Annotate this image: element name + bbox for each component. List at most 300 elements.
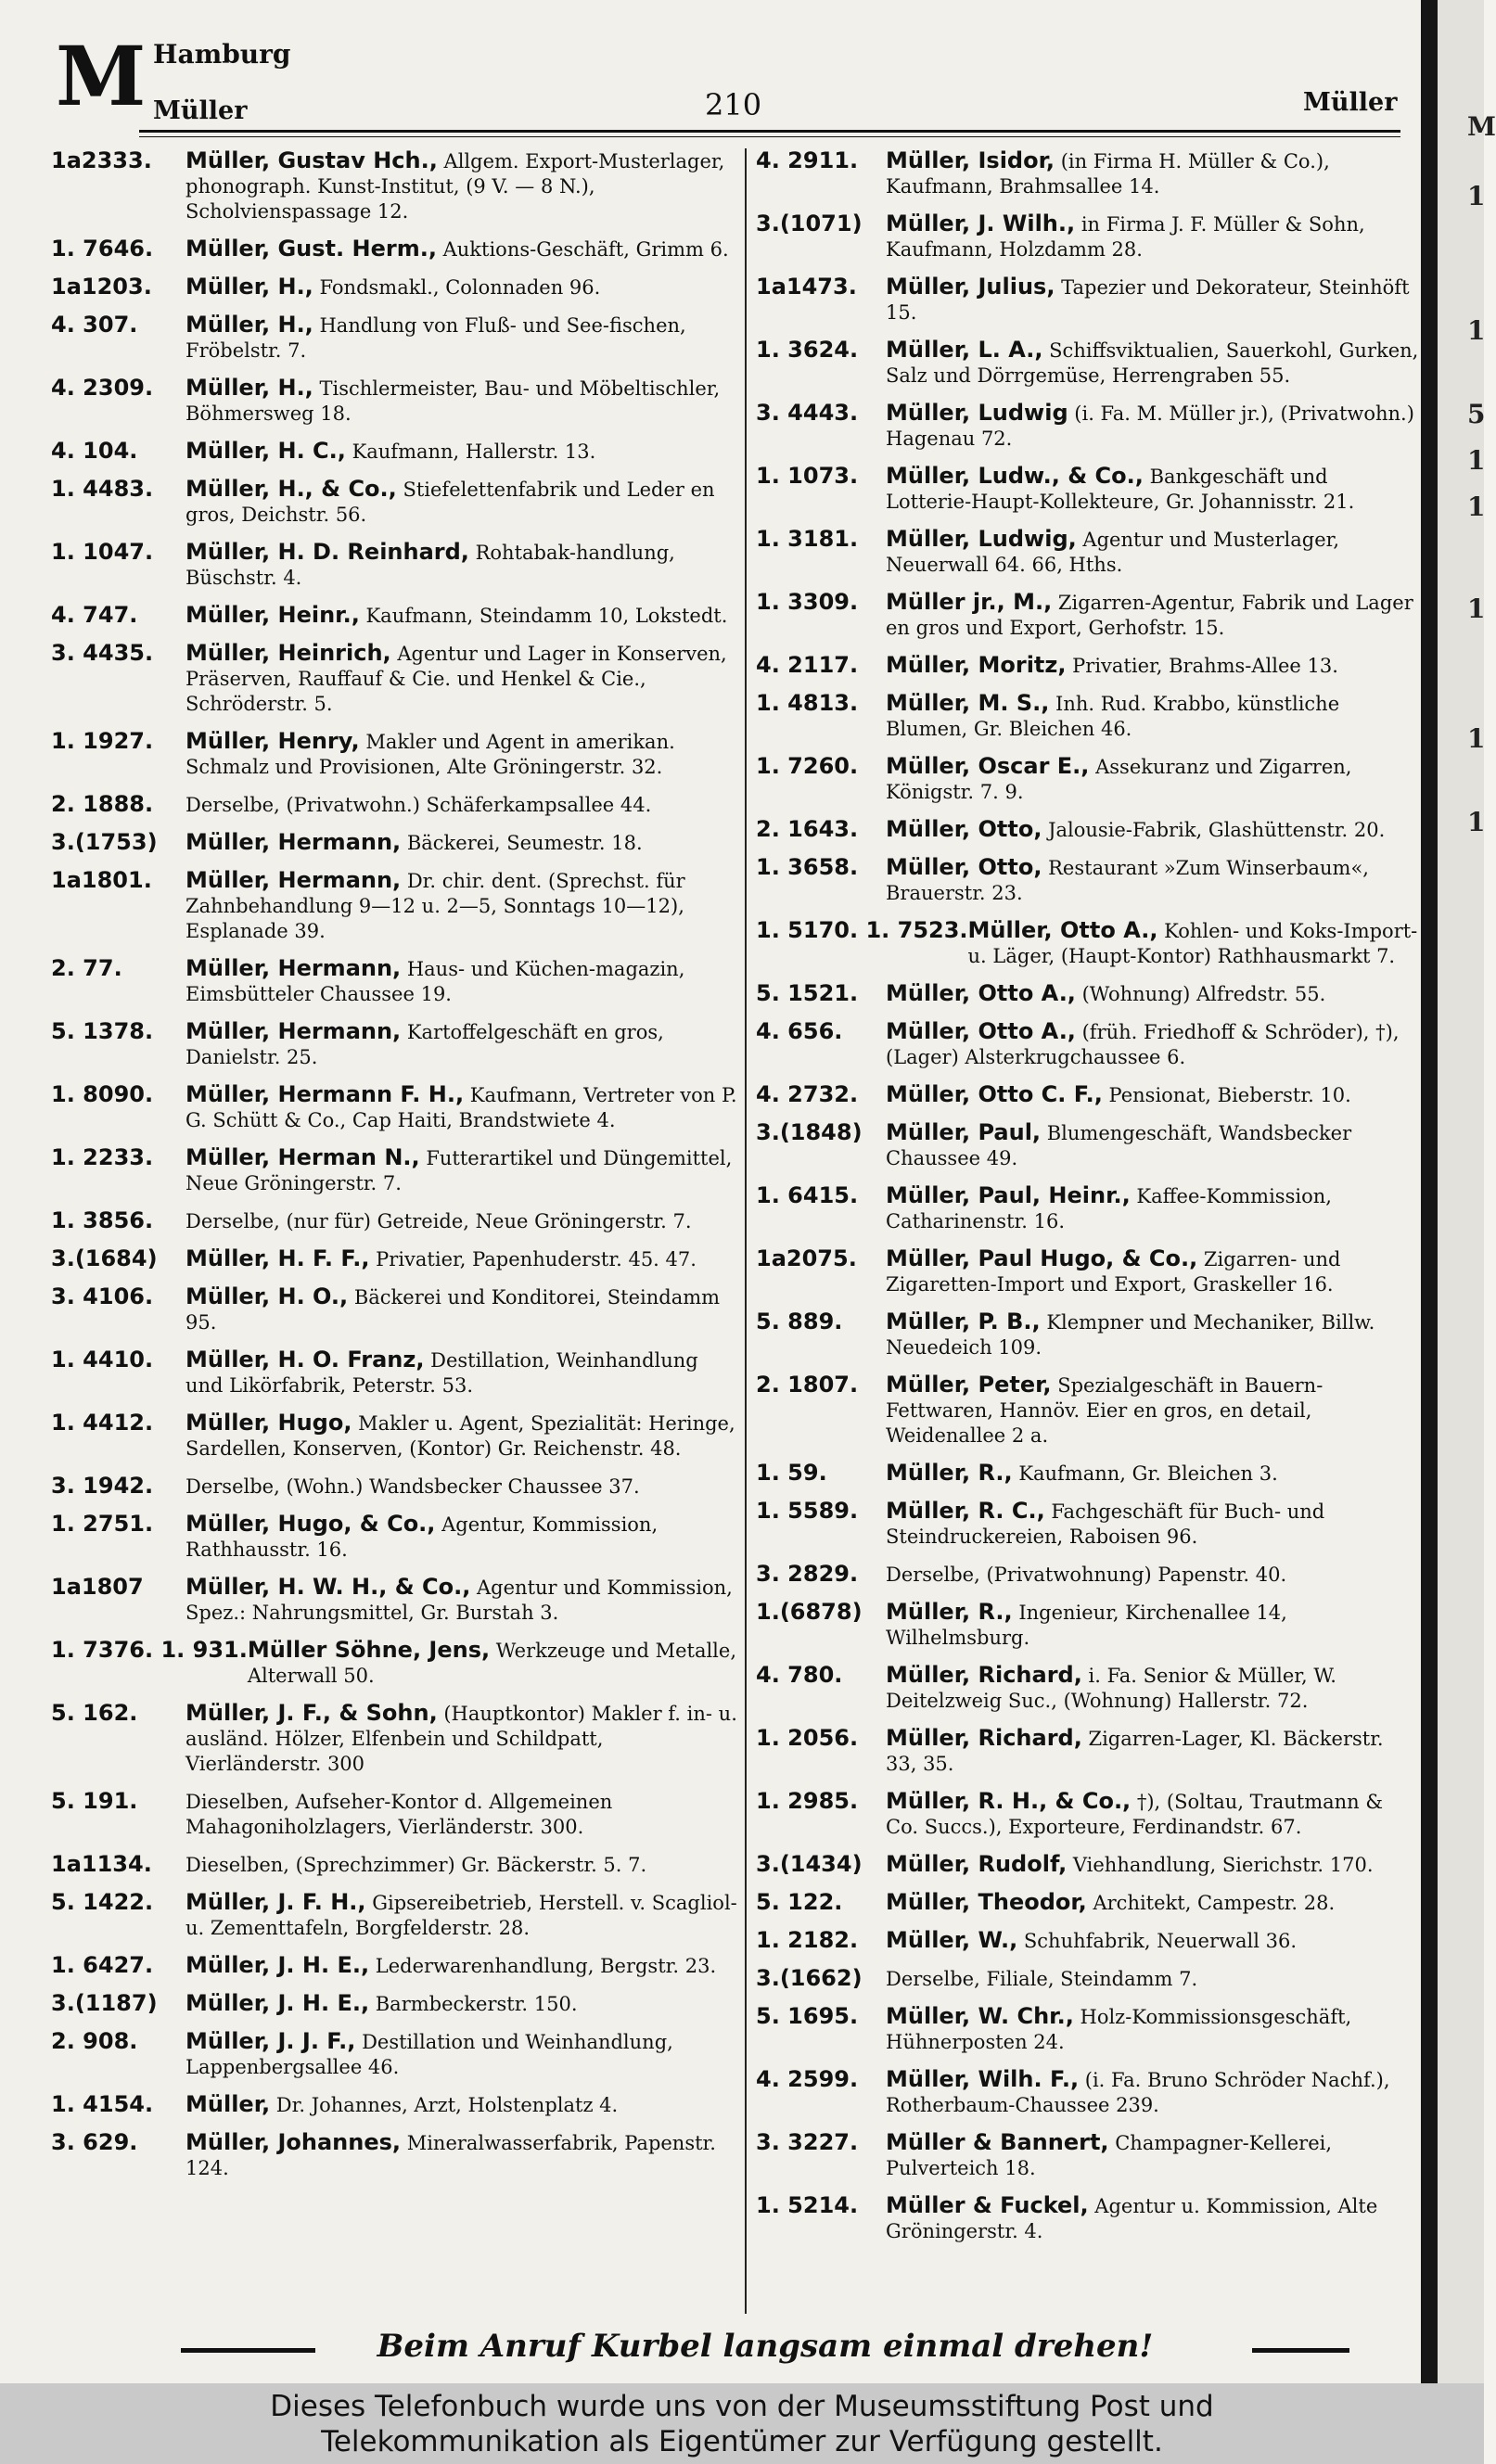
entry-details: (i. Fa. Bruno Schröder Nachf.), Rotherbaum-Chaussee 239. bbox=[886, 2069, 1390, 2116]
directory-entry bbox=[51, 830, 737, 856]
phone-number: 3.(1434) bbox=[756, 1851, 863, 1877]
phone-number: 1a2075. bbox=[756, 1245, 857, 1271]
phone-number: 1. 2233. bbox=[51, 1144, 154, 1170]
directory-entry bbox=[51, 148, 737, 224]
entry-details: Zigarren- und Zigaretten-Import und Export, Graskeller 16. bbox=[886, 1248, 1341, 1296]
phone-number: 3. 2829. bbox=[756, 1561, 859, 1587]
entry-text bbox=[886, 148, 1419, 199]
entry-name: Müller, Isidor, bbox=[886, 147, 1055, 173]
entry-details: Mineralwasserfabrik, Papenstr. 124. bbox=[185, 2132, 716, 2179]
entry-details: Rohtabak-handlung, Büschstr. 4. bbox=[185, 542, 675, 589]
phone-number: 3.(1848) bbox=[756, 1119, 863, 1145]
phone-number: 3. 629. bbox=[51, 2129, 138, 2155]
directory-entry bbox=[756, 1890, 1419, 1916]
entry-details: Champagner-Kellerei, Pulverteich 18. bbox=[886, 2132, 1333, 2179]
directory-entry bbox=[756, 1246, 1419, 1297]
entry-name: Müller, H., bbox=[185, 274, 313, 300]
entry-name: Müller, Richard, bbox=[886, 1662, 1082, 1688]
entry-details: Dieselben, Aufseher-Kontor d. Allgemeinen Mahagoniholzlagers, Vierländerstr. 300. bbox=[185, 1791, 613, 1838]
entry-name: Müller, Gust. Herm., bbox=[185, 236, 437, 262]
phone-number: 4. 780. bbox=[756, 1662, 843, 1688]
section-letter: M bbox=[56, 28, 147, 124]
directory-entry bbox=[756, 1562, 1419, 1588]
entry-name: Müller, L. A., bbox=[886, 337, 1043, 363]
entry-name: Müller, R., bbox=[886, 1460, 1013, 1486]
page-number: 210 bbox=[705, 87, 762, 122]
entry-text bbox=[185, 1411, 737, 1462]
entry-text bbox=[185, 956, 737, 1007]
entry-name: Müller, Paul, Heinr., bbox=[886, 1182, 1131, 1208]
entry-text bbox=[185, 1512, 737, 1563]
phone-number: 3. 4443. bbox=[756, 400, 859, 426]
directory-entry bbox=[756, 1461, 1419, 1487]
entry-name: Müller, J. H. E., bbox=[185, 1990, 370, 2016]
entry-name: Müller, Peter, bbox=[886, 1372, 1052, 1398]
entry-details: Viehhandlung, Sierichstr. 170. bbox=[1067, 1854, 1374, 1876]
entry-details: Derselbe, (Privatwohn.) Schäferkampsallee 44. bbox=[185, 794, 652, 816]
entry-text bbox=[886, 2004, 1419, 2055]
entry-text bbox=[185, 2130, 737, 2181]
entry-name: Müller, Ludwig bbox=[886, 400, 1068, 426]
directory-entry bbox=[51, 540, 737, 591]
entry-name: Müller, Otto, bbox=[886, 854, 1042, 880]
entry-details: Pensionat, Bieberstr. 10. bbox=[1102, 1084, 1351, 1106]
phone-number: 1. 6415. bbox=[756, 1182, 859, 1208]
entry-details: (Hauptkontor) Makler f. in- u. ausländ. Hölzer, Elfenbein und Schildpatt, Vierländerstr. 300 bbox=[185, 1703, 737, 1775]
entry-details: Lederwarenhandlung, Bergstr. 23. bbox=[369, 1955, 717, 1977]
entry-details: Dr. Johannes, Arzt, Holstenplatz 4. bbox=[270, 2094, 619, 2116]
entry-details: Tapezier und Dekorateur, Steinhöft 15. bbox=[886, 276, 1410, 324]
adjacent-page-char: 1 bbox=[1467, 723, 1486, 754]
entry-text bbox=[886, 1890, 1419, 1916]
entry-details: Kaufmann, Steindamm 10, Lokstedt. bbox=[359, 605, 728, 627]
entry-text bbox=[185, 1991, 737, 2017]
entry-details: Fachgeschäft für Buch- und Steindruckereien, Raboisen 96. bbox=[886, 1500, 1325, 1548]
entry-details: Agentur und Kommission, Spez.: Nahrungsmittel, Gr. Burstah 3. bbox=[185, 1577, 733, 1624]
footer-slogan: Beim Anruf Kurbel langsam einmal drehen! bbox=[377, 2328, 1154, 2365]
footer-rule-right bbox=[1252, 2348, 1349, 2353]
right-column bbox=[756, 148, 1419, 2256]
entry-name: Müller, Julius, bbox=[886, 274, 1055, 300]
entry-text bbox=[185, 236, 737, 262]
directory-entry bbox=[756, 148, 1419, 199]
header-rule-thin bbox=[139, 136, 1400, 137]
entry-details: Gipsereibetrieb, Herstell. v. Scagliol- u. Zementtafeln, Borgfelderstr. 28. bbox=[185, 1892, 737, 1939]
entry-details: Agentur u. Kommission, Alte Gröningerstr. 4. bbox=[886, 2195, 1378, 2242]
directory-entry bbox=[756, 464, 1419, 515]
entry-name: Müller, W., bbox=[886, 1927, 1018, 1953]
phone-number: 5. 889. bbox=[756, 1309, 843, 1334]
entry-name: Müller, Ludw., & Co., bbox=[886, 463, 1144, 489]
entry-name: Müller, H., bbox=[185, 312, 313, 338]
directory-entry bbox=[756, 1726, 1419, 1777]
notice-line-1: Dieses Telefonbuch wurde uns von der Museumsstiftung Post und bbox=[270, 2390, 1214, 2423]
notice-line-2: Telekommunikation als Eigentümer zur Verfügung gestellt. bbox=[321, 2425, 1163, 2458]
entry-details: i. Fa. Senior & Müller, W. Deitelzweig Suc., (Wohnung) Hallerstr. 72. bbox=[886, 1665, 1336, 1712]
phone-number: 1. 4412. bbox=[51, 1410, 154, 1436]
entry-name: Müller, Wilh. F., bbox=[886, 2066, 1080, 2092]
directory-entry bbox=[51, 956, 737, 1007]
phone-number: 3. 1942. bbox=[51, 1473, 154, 1499]
entry-text bbox=[886, 1082, 1419, 1108]
entry-details: Zigarren-Agentur, Fabrik und Lager en gros und Export, Gerhofstr. 15. bbox=[886, 592, 1413, 639]
phone-number: 1a1473. bbox=[756, 274, 857, 300]
phone-number: 5. 1422. bbox=[51, 1889, 154, 1915]
directory-entry bbox=[51, 1701, 737, 1777]
directory-entry bbox=[756, 1309, 1419, 1360]
phone-number: 5. 1378. bbox=[51, 1018, 154, 1044]
phone-number: 5. 1521. bbox=[756, 980, 859, 1006]
phone-number: 5. 122. bbox=[756, 1889, 843, 1915]
phone-number: 4. 2309. bbox=[51, 375, 154, 401]
entry-text bbox=[185, 1284, 737, 1335]
entry-text bbox=[185, 1208, 737, 1234]
entry-name: Müller, H., bbox=[185, 375, 313, 401]
entry-text bbox=[886, 1183, 1419, 1234]
phone-number: 4. 747. bbox=[51, 602, 138, 628]
directory-entry bbox=[51, 729, 737, 780]
entry-name: Müller, J. Wilh., bbox=[886, 211, 1076, 236]
directory-entry bbox=[756, 855, 1419, 906]
entry-name: Müller, Otto A., bbox=[886, 1018, 1076, 1044]
entry-text bbox=[886, 1600, 1419, 1651]
entry-details: Kaffee-Kommission, Catharinenstr. 16. bbox=[886, 1185, 1332, 1232]
entry-text bbox=[886, 1726, 1419, 1777]
entry-details: Architekt, Campestr. 28. bbox=[1086, 1892, 1336, 1914]
directory-entry bbox=[51, 2029, 737, 2080]
phone-number: 4. 2117. bbox=[756, 652, 859, 678]
phone-number: 1. 6427. bbox=[51, 1952, 154, 1978]
entry-text bbox=[886, 338, 1419, 389]
entry-name: Müller, Hugo, & Co., bbox=[185, 1511, 436, 1537]
entry-details: (in Firma H. Müller & Co.), Kaufmann, Brahmsallee 14. bbox=[886, 150, 1330, 198]
directory-entry bbox=[51, 1890, 737, 1941]
entry-name: Müller, Gustav Hch., bbox=[185, 147, 438, 173]
entry-name: Müller, Heinr., bbox=[185, 602, 360, 628]
directory-entry bbox=[756, 211, 1419, 262]
entry-text bbox=[886, 754, 1419, 805]
phone-number: 1. 5170. 1. 7523. bbox=[756, 917, 968, 943]
entry-name: Müller, W. Chr., bbox=[886, 2003, 1074, 2029]
entry-name: Müller Söhne, Jens, bbox=[247, 1637, 491, 1663]
entry-name: Müller, Richard, bbox=[886, 1725, 1082, 1751]
page-edge-shadow bbox=[1421, 0, 1438, 2383]
entry-details: Agentur, Kommission, Rathhausstr. 16. bbox=[185, 1513, 658, 1561]
directory-entry bbox=[51, 1991, 737, 2017]
entry-name: Müller, Moritz, bbox=[886, 652, 1067, 678]
entry-details: †), (Soltau, Trautmann & Co. Succs.), Exporteure, Ferdinandstr. 67. bbox=[886, 1791, 1384, 1838]
entry-details: Bankgeschäft und Lotterie-Haupt-Kollekteure, Gr. Johannisstr. 21. bbox=[886, 466, 1355, 513]
entry-text bbox=[886, 401, 1419, 452]
entry-name: Müller, R. H., & Co., bbox=[886, 1788, 1132, 1814]
phone-number: 5. 191. bbox=[51, 1788, 138, 1814]
phone-number: 1. 3181. bbox=[756, 526, 859, 552]
phone-number: 1. 7646. bbox=[51, 236, 154, 262]
entry-details: Kaufmann, Gr. Bleichen 3. bbox=[1012, 1462, 1278, 1485]
entry-text bbox=[886, 1499, 1419, 1550]
phone-number: 1. 1073. bbox=[756, 463, 859, 489]
entry-name: Müller, Otto A., bbox=[967, 917, 1158, 943]
entry-name: Müller, Otto C. F., bbox=[886, 1081, 1103, 1107]
entry-text bbox=[185, 1890, 737, 1941]
phone-number: 3.(1187) bbox=[51, 1990, 158, 2016]
entry-details: Derselbe, Filiale, Steindamm 7. bbox=[886, 1968, 1198, 1990]
entry-name: Müller, H. W. H., & Co., bbox=[185, 1574, 471, 1600]
entry-name: Müller, R., bbox=[886, 1599, 1013, 1625]
entry-text bbox=[185, 641, 737, 717]
entry-text bbox=[185, 477, 737, 528]
entry-details: Dieselben, (Sprechzimmer) Gr. Bäckerstr. 5. 7. bbox=[185, 1854, 647, 1876]
entry-name: Müller, Rudolf, bbox=[886, 1851, 1068, 1877]
entry-text bbox=[185, 1082, 737, 1133]
phone-number: 1a1807 bbox=[51, 1574, 144, 1600]
entry-details: Assekuranz und Zigarren, Königstr. 7. 9. bbox=[886, 756, 1352, 803]
entry-details: Bäckerei, Seumestr. 18. bbox=[401, 832, 643, 854]
directory-entry bbox=[51, 376, 737, 427]
directory-entry bbox=[51, 1852, 737, 1878]
entry-text bbox=[886, 1928, 1419, 1954]
phone-number: 2. 1807. bbox=[756, 1372, 859, 1398]
directory-entry bbox=[756, 2193, 1419, 2244]
entry-details: Jalousie-Fabrik, Glashüttenstr. 20. bbox=[1042, 819, 1386, 841]
entry-details: Fondsmakl., Colonnaden 96. bbox=[313, 276, 601, 299]
entry-details: Auktions-Geschäft, Grimm 6. bbox=[436, 238, 729, 261]
entry-details: Kartoffelgeschäft en gros, Danielstr. 25. bbox=[185, 1021, 664, 1068]
directory-entry bbox=[51, 641, 737, 717]
entry-text bbox=[886, 691, 1419, 742]
entry-name: Müller, Oscar E., bbox=[886, 753, 1090, 779]
directory-entry bbox=[756, 274, 1419, 326]
entry-text bbox=[886, 981, 1419, 1007]
entry-name: Müller, H. F. F., bbox=[185, 1245, 370, 1271]
entry-details: Agentur und Musterlager, Neuerwall 64. 66, Hths. bbox=[886, 529, 1340, 576]
entry-text bbox=[886, 1663, 1419, 1714]
directory-entry bbox=[756, 1852, 1419, 1878]
entry-name: Müller, Heinrich, bbox=[185, 640, 391, 666]
directory-entry bbox=[51, 1575, 737, 1626]
directory-entry bbox=[51, 868, 737, 944]
phone-number: 1. 4813. bbox=[756, 690, 859, 716]
entry-details: Dr. chir. dent. (Sprechst. für Zahnbehandlung 9—12 u. 2—5, Sonntags 10—12), Esplanade 39. bbox=[185, 870, 685, 942]
header-city: Hamburg bbox=[153, 39, 291, 70]
entry-details: Kaufmann, Vertreter von P. G. Schütt & Co., Cap Haiti, Brandstwiete 4. bbox=[185, 1084, 737, 1131]
directory-entry bbox=[51, 1019, 737, 1070]
adjacent-page-char: 1 bbox=[1467, 807, 1486, 837]
directory-entry bbox=[51, 1953, 737, 1979]
adjacent-page-char: M bbox=[1467, 111, 1496, 142]
entry-text bbox=[185, 1852, 737, 1878]
entry-text bbox=[185, 1575, 737, 1626]
entry-name: Müller, Hermann, bbox=[185, 867, 402, 893]
directory-entry bbox=[51, 1145, 737, 1196]
phone-number: 4. 2911. bbox=[756, 147, 859, 173]
entry-text bbox=[185, 1019, 737, 1070]
directory-entry bbox=[51, 274, 737, 300]
entry-name: Müller & Fuckel, bbox=[886, 2192, 1089, 2218]
directory-entry bbox=[51, 477, 737, 528]
phone-number: 1. 2182. bbox=[756, 1927, 859, 1953]
phone-number: 3.(1662) bbox=[756, 1965, 863, 1991]
entry-text bbox=[185, 1953, 737, 1979]
entry-text bbox=[886, 817, 1419, 843]
entry-details: Barmbeckerstr. 150. bbox=[369, 1993, 578, 2015]
phone-number: 1. 3856. bbox=[51, 1207, 154, 1233]
phone-number: 1. 8090. bbox=[51, 1081, 154, 1107]
header-rule bbox=[139, 130, 1400, 133]
directory-entry bbox=[756, 590, 1419, 641]
header-name-right: Müller bbox=[1303, 88, 1398, 117]
directory-entry bbox=[756, 1082, 1419, 1108]
entry-text bbox=[886, 653, 1419, 679]
entry-details: in Firma J. F. Müller & Sohn, Kaufmann, Holzdamm 28. bbox=[886, 213, 1365, 261]
entry-name: Müller & Bannert, bbox=[886, 2129, 1109, 2155]
entry-details: Schiffsviktualien, Sauerkohl, Gurken, Salz und Dörrgemüse, Herrengraben 55. bbox=[886, 339, 1419, 387]
entry-details: Handlung von Fluß- und See-fischen, Fröbelstr. 7. bbox=[185, 314, 686, 362]
phone-number: 2. 908. bbox=[51, 2028, 138, 2054]
entry-name: Müller, bbox=[185, 2091, 271, 2117]
entry-text bbox=[886, 1461, 1419, 1487]
entry-name: Müller, Otto A., bbox=[886, 980, 1076, 1006]
entry-text bbox=[886, 1309, 1419, 1360]
entry-name: Müller, Hermann, bbox=[185, 829, 402, 855]
phone-number: 1a2333. bbox=[51, 147, 152, 173]
phone-number: 4. 2599. bbox=[756, 2066, 859, 2092]
entry-details: Schuhfabrik, Neuerwall 36. bbox=[1017, 1930, 1297, 1952]
ownership-notice bbox=[0, 2383, 1484, 2464]
entry-details: Privatier, Brahms-Allee 13. bbox=[1066, 655, 1338, 677]
directory-entry bbox=[51, 439, 737, 465]
phone-number: 1a1203. bbox=[51, 274, 152, 300]
entry-text bbox=[886, 2067, 1419, 2118]
directory-entry bbox=[51, 603, 737, 629]
directory-entry bbox=[756, 338, 1419, 389]
entry-text bbox=[185, 376, 737, 427]
phone-number: 1. 1047. bbox=[51, 539, 154, 565]
phone-number: 1. 5214. bbox=[756, 2192, 859, 2218]
entry-name: Müller, Hugo, bbox=[185, 1410, 352, 1436]
phone-number: 1. 3658. bbox=[756, 854, 859, 880]
entry-details: (i. Fa. M. Müller jr.), (Privatwohn.) Hagenau 72. bbox=[886, 402, 1414, 450]
entry-details: Blumengeschäft, Wandsbecker Chaussee 49. bbox=[886, 1122, 1352, 1169]
entry-text bbox=[968, 918, 1419, 969]
entry-details: Ingenieur, Kirchenallee 14, Wilhelmsburg. bbox=[886, 1602, 1287, 1649]
entry-name: Müller, Hermann F. H., bbox=[185, 1081, 465, 1107]
entry-text bbox=[185, 1701, 737, 1777]
entry-name: Müller, Henry, bbox=[185, 728, 360, 754]
adjacent-page-char: 1 bbox=[1467, 315, 1486, 346]
directory-entry bbox=[756, 1789, 1419, 1840]
entry-details: Allgem. Export-Musterlager, phonograph. Kunst-Institut, (9 V. — 8 N.), Scholvienspassage 12. bbox=[185, 150, 725, 223]
directory-entry bbox=[756, 754, 1419, 805]
entry-text bbox=[886, 2193, 1419, 2244]
directory-entry bbox=[756, 1499, 1419, 1550]
entry-details: Haus- und Küchen-magazin, Eimsbütteler Chaussee 19. bbox=[185, 958, 685, 1005]
entry-text bbox=[886, 855, 1419, 906]
directory-entry bbox=[51, 313, 737, 364]
entry-text bbox=[886, 1789, 1419, 1840]
entry-name: Müller, H. C., bbox=[185, 438, 346, 464]
directory-entry bbox=[51, 1474, 737, 1500]
directory-entry bbox=[51, 1246, 737, 1272]
entry-text bbox=[886, 1372, 1419, 1449]
entry-details: Stiefelettenfabrik und Leder en gros, Deichstr. 56. bbox=[185, 479, 715, 526]
entry-text bbox=[185, 439, 737, 465]
entry-details: Kaufmann, Hallerstr. 13. bbox=[345, 440, 596, 463]
entry-name: Müller, H. O., bbox=[185, 1283, 349, 1309]
entry-details: Destillation und Weinhandlung, Lappenbergsallee 46. bbox=[185, 2031, 673, 2078]
directory-entry bbox=[756, 401, 1419, 452]
adjacent-page-char: 1 bbox=[1467, 492, 1486, 522]
directory-entry bbox=[756, 527, 1419, 578]
adjacent-page-char: 1 bbox=[1467, 445, 1486, 476]
entry-name: Müller jr., M., bbox=[886, 589, 1053, 615]
directory-entry bbox=[51, 2092, 737, 2118]
entry-text bbox=[886, 2130, 1419, 2181]
phone-number: 1. 7376. 1. 931. bbox=[51, 1637, 248, 1663]
entry-name: Müller, Paul Hugo, & Co., bbox=[886, 1245, 1198, 1271]
entry-details: Inh. Rud. Krabbo, künstliche Blumen, Gr. Bleichen 46. bbox=[886, 693, 1340, 740]
entry-text bbox=[185, 313, 737, 364]
entry-details: Derselbe, (Privatwohnung) Papenstr. 40. bbox=[886, 1564, 1287, 1586]
entry-details: (früh. Friedhoff & Schröder), †), (Lager) Alsterkrugchaussee 6. bbox=[886, 1021, 1400, 1068]
adjacent-page-strip bbox=[1438, 0, 1496, 2383]
directory-entry bbox=[51, 1789, 737, 1840]
directory-entry bbox=[756, 1928, 1419, 1954]
entry-name: Müller, R. C., bbox=[886, 1498, 1045, 1524]
directory-entry bbox=[756, 691, 1419, 742]
phone-number: 3. 3227. bbox=[756, 2129, 859, 2155]
phone-number: 3.(1071) bbox=[756, 211, 863, 236]
entry-name: Müller, P. B., bbox=[886, 1309, 1041, 1334]
entry-name: Müller, Ludwig, bbox=[886, 526, 1077, 552]
directory-entry bbox=[756, 1663, 1419, 1714]
directory-entry bbox=[756, 2130, 1419, 2181]
entry-text bbox=[185, 830, 737, 856]
entry-name: Müller, J. J. F., bbox=[185, 2028, 356, 2054]
phone-number: 1a1801. bbox=[51, 867, 152, 893]
entry-text bbox=[185, 1246, 737, 1272]
entry-details: Zigarren-Lager, Kl. Bäckerstr. 33, 35. bbox=[886, 1728, 1384, 1775]
entry-text bbox=[185, 729, 737, 780]
entry-name: Müller, J. F., & Sohn, bbox=[185, 1700, 438, 1726]
directory-entry bbox=[756, 1183, 1419, 1234]
entry-name: Müller, M. S., bbox=[886, 690, 1050, 716]
entry-details: Makler u. Agent, Spezialität: Heringe, Sardellen, Konserven, (Kontor) Gr. Reichenstr. 48. bbox=[185, 1412, 735, 1460]
directory-entry bbox=[51, 1208, 737, 1234]
phone-number: 4. 2732. bbox=[756, 1081, 859, 1107]
directory-entry bbox=[756, 1966, 1419, 1992]
directory-entry bbox=[756, 1600, 1419, 1651]
entry-details: Klempner und Mechaniker, Billw. Neuedeich 109. bbox=[886, 1311, 1375, 1359]
entry-text bbox=[248, 1638, 737, 1689]
entry-details: Bäckerei und Konditorei, Steindamm 95. bbox=[185, 1286, 721, 1334]
entry-name: Müller, H. D. Reinhard, bbox=[185, 539, 469, 565]
directory-entry bbox=[51, 1411, 737, 1462]
directory-entry bbox=[51, 1512, 737, 1563]
phone-number: 1. 5589. bbox=[756, 1498, 859, 1524]
entry-details: Tischlermeister, Bau- und Möbeltischler, Böhmersweg 18. bbox=[185, 377, 721, 425]
entry-text bbox=[185, 868, 737, 944]
directory-entry bbox=[51, 1347, 737, 1398]
entry-name: Müller, Johannes, bbox=[185, 2129, 402, 2155]
directory-entry bbox=[51, 792, 737, 818]
phone-number: 1.(6878) bbox=[756, 1599, 863, 1625]
directory-entry bbox=[756, 2067, 1419, 2118]
phone-number: 3. 4106. bbox=[51, 1283, 154, 1309]
adjacent-page-char: 1 bbox=[1467, 181, 1486, 211]
entry-text bbox=[886, 1562, 1419, 1588]
entry-text bbox=[185, 2029, 737, 2080]
